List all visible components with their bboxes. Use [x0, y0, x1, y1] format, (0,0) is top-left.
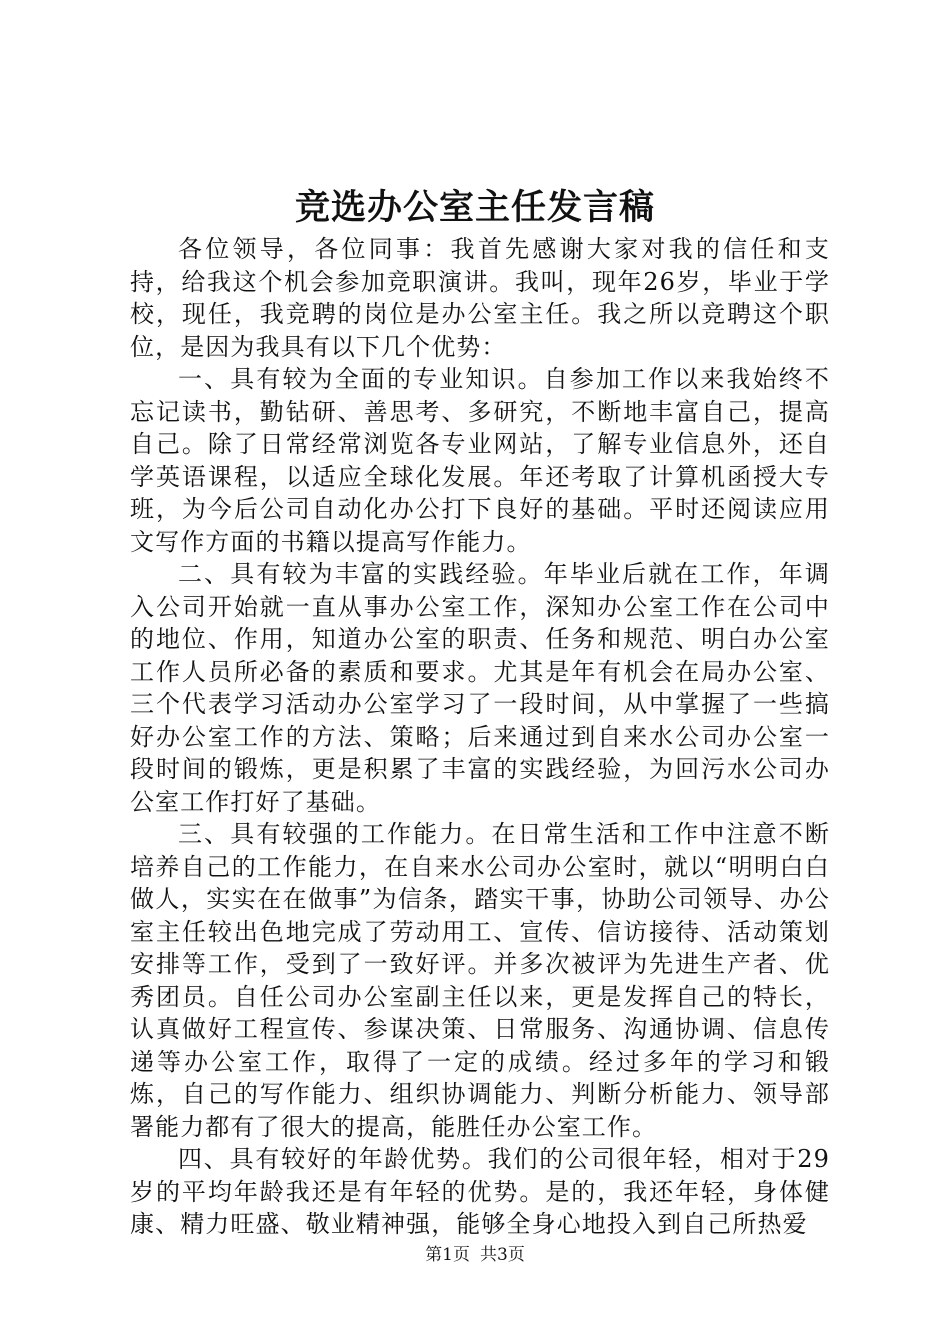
paragraph-intro: 各位领导，各位同事：我首先感谢大家对我的信任和支持，给我这个机会参加竞职演讲。我叫，现年26岁，毕业于学校，现任，我竞聘的岗位是办公室主任。我之所以竞聘这个职位，是因为我具有以下几个优势：: [130, 235, 830, 361]
page-footer: [0, 1243, 950, 1267]
page-total: 共3页: [480, 1245, 525, 1265]
page-number: 第1页: [425, 1245, 470, 1265]
paragraph-point-1: 一、具有较为全面的专业知识。自参加工作以来我始终不忘记读书，勤钻研、善思考、多研究，不断地丰富自己，提高自己。除了日常经常浏览各专业网站，了解专业信息外，还自学英语课程，以适应全球化发展。年还考取了计算机函授大专班，为今后公司自动化办公打下良好的基础。平时还阅读应用文写作方面的书籍以提高写作能力。: [130, 365, 830, 556]
document-title: 竞选办公室主任发言稿: [294, 187, 655, 228]
document-body: [130, 233, 830, 1241]
paragraph-point-2: 二、具有较为丰富的实践经验。年毕业后就在工作，年调入公司开始就一直从事办公室工作，深知办公室工作在公司中的地位、作用，知道办公室的职责、任务和规范、明白办公室工作人员所必备的素质和要求。尤其是年有机会在局办公室、三个代表学习活动办公室学习了一段时间，从中掌握了一些搞好办公室工作的方法、策略；后来通过到自来水公司办公室一段时间的锻炼，更是积累了丰富的实践经验，为回污水公司办公室工作打好了基础。: [130, 560, 830, 816]
paragraph-point-3: 三、具有较强的工作能力。在日常生活和工作中注意不断培养自己的工作能力，在自来水公司办公室时，就以“明明白白做人，实实在在做事”为信条，踏实干事，协助公司领导、办公室主任较出色地完成了劳动用工、宣传、信访接待、活动策划安排等工作，受到了一致好评。并多次被评为先进生产者、优秀团员。自任公司办公室副主任以来，更是发挥自己的特长，认真做好工程宣传、参谋决策、日常服务、沟通协调、信息传递等办公室工作，取得了一定的成绩。经过多年的学习和锻炼，自己的写作能力、组织协调能力、判断分析能力、领导部署能力都有了很大的提高，能胜任办公室工作。: [130, 820, 830, 1141]
paragraph-point-4: 四、具有较好的年龄优势。我们的公司很年轻，相对于29岁的平均年龄我还是有年轻的优势。是的，我还年轻，身体健康、精力旺盛、敬业精神强，能够全身心地投入到自己所热爱: [130, 1145, 830, 1238]
